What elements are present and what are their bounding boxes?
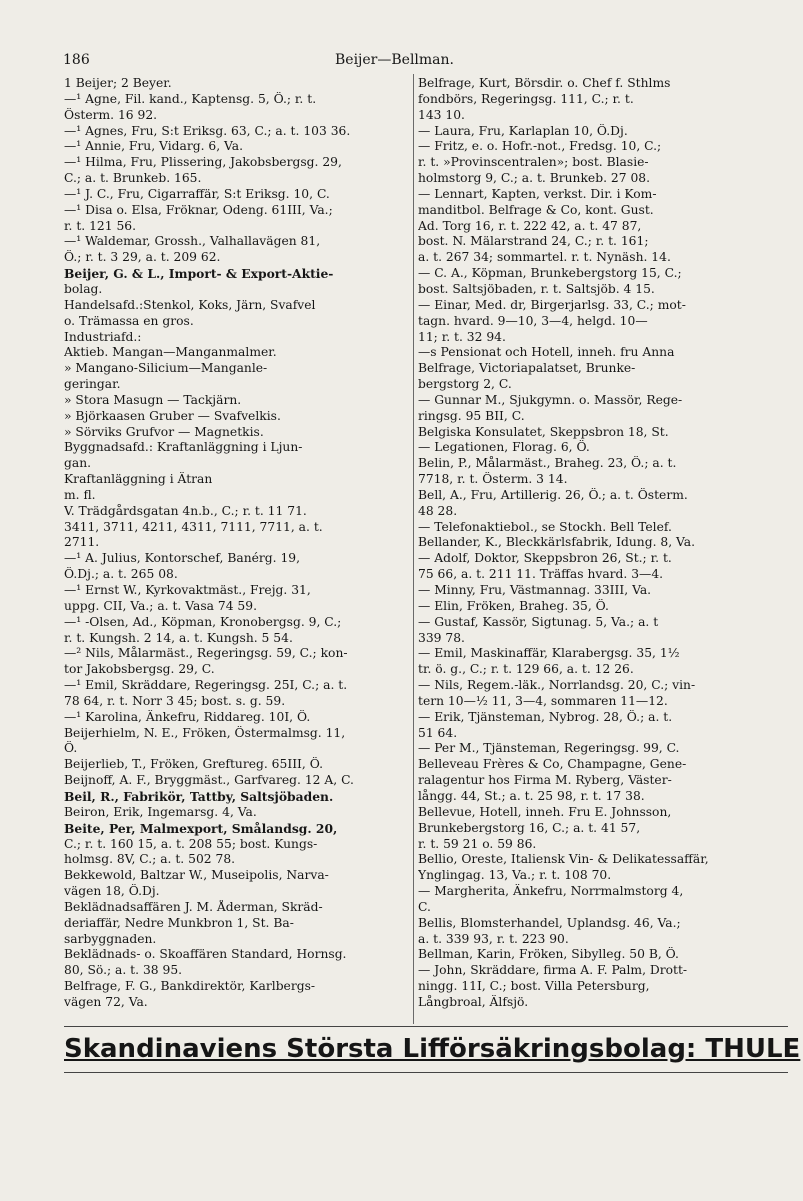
entry-line: — C. A., Köpman, Brunkebergstorg 15, C.; (418, 266, 682, 281)
entry-line: Handelsafd.:Stenkol, Koks, Järn, Svafvel (64, 297, 316, 312)
entry-line: —¹ Ernst W., Kyrkovaktmäst., Frejg. 31, (64, 583, 311, 597)
entry-line: — Fritz, e. o. Hofr.-not., Fredsg. 10, C.; (418, 139, 662, 154)
entry-line: —¹ J. C., Fru, Cigarraffär, S:t Eriksg. 10, C. (64, 186, 330, 201)
entry-line: Ynglingag. 13, Va.; r. t. 108 70. (418, 868, 612, 883)
entry-line: geringar. (64, 377, 121, 392)
footer-rule-bottom (64, 1072, 788, 1073)
entry-line: » Mangano-Silicium—Manganle- (64, 361, 268, 376)
entry-line: — Nils, Regem.-läk., Norrlandsg. 20, C.; vin- (418, 678, 696, 693)
entry-line: tr. ö. g., C.; r. t. 129 66, a. t. 12 26. (418, 662, 634, 677)
entry-line: Aktieb. Mangan—Manganmalmer. (64, 345, 277, 360)
entry-line: ralagentur hos Firma M. Ryberg, Väster- (418, 773, 672, 788)
entry-line: » Stora Masugn — Tackjärn. (64, 392, 242, 407)
running-head: Beijer—Bellman. (335, 52, 454, 68)
entry-line: —¹ Emil, Skräddare, Regeringsg. 25I, C.; a. t. (64, 678, 348, 693)
entry-line: Brunkebergstorg 16, C.; a. t. 41 57, (418, 820, 641, 835)
entry-line: sarbyggnaden. (64, 931, 157, 946)
entry-line: m. fl. (64, 487, 96, 502)
entry-line: uppg. CII, Va.; a. t. Vasa 74 59. (64, 598, 257, 613)
entry-line: r. t. 121 56. (64, 218, 137, 233)
entry-line: bost. Saltsjöbaden, r. t. Saltsjöb. 4 15. (418, 281, 655, 296)
entry-line: gan. (64, 456, 92, 471)
entry-line: — Lennart, Kapten, verkst. Dir. i Kom- (418, 186, 657, 201)
entry-line: bost. N. Mälarstrand 24, C.; r. t. 161; (418, 234, 649, 249)
entry-line: — Erik, Tjänsteman, Nybrog. 28, Ö.; a. t. (418, 709, 673, 724)
entry-line: — Elin, Fröken, Braheg. 35, Ö. (418, 598, 609, 613)
entry-line: » Sörviks Grufvor — Magnetkis. (64, 424, 264, 439)
entry-line: C.; r. t. 160 15, a. t. 208 55; bost. Kungs- (64, 836, 318, 851)
entry-line: 51 64. (418, 725, 458, 740)
entry-line: långg. 44, St.; a. t. 25 98, r. t. 17 38. (418, 788, 645, 803)
entry-line: tern 10—½ 11, 3—4, sommaren 11—12. (418, 693, 668, 708)
entry-line: vägen 72, Va. (64, 994, 148, 1009)
entry-line: Belfrage, Kurt, Börsdir. o. Chef f. Sthlms (418, 76, 671, 90)
entry-line: Beijerhielm, N. E., Fröken, Östermalmsg. 11, (64, 725, 346, 740)
entry-line: 75 66, a. t. 211 11. Träffas hvard. 3—4. (418, 567, 664, 582)
entry-line: Beklädnads- o. Skoaffären Standard, Hornsg. (64, 947, 347, 962)
entry-line: Ad. Torg 16, r. t. 222 42, a. t. 47 87, (418, 218, 642, 233)
entry-line: —s Pensionat och Hotell, inneh. fru Anna (418, 345, 675, 360)
entry-line: tagn. hvard. 9—10, 3—4, helgd. 10— (418, 313, 648, 328)
entry-line: holmstorg 9, C.; a. t. Brunkeb. 27 08. (418, 171, 650, 186)
entry-line: V. Trädgårdsgatan 4n.b., C.; r. t. 11 71. (64, 503, 307, 518)
entry-line: Belfrage, Victoriapalatset, Brunke- (418, 361, 636, 376)
entry-line: 48 28. (418, 503, 458, 518)
entry-line: — Emil, Maskinaffär, Klarabergsg. 35, 1½ (418, 646, 680, 661)
entry-line: o. Trämassa en gros. (64, 313, 194, 328)
entry-line: holmsg. 8V, C.; a. t. 502 78. (64, 852, 236, 867)
entry-line: C. (418, 899, 431, 914)
entry-line: vägen 18, Ö.Dj. (64, 884, 160, 899)
entry-line: Beijer, G. & L., Import- & Export-Aktie- (64, 266, 334, 282)
entry-line: Belleveau Frères & Co, Champagne, Gene- (418, 757, 687, 772)
footer-advertisement: Skandinaviens Största Lifförsäkringsbolag: THULE (64, 1034, 801, 1064)
entry-line: Bell, A., Fru, Artillerig. 26, Ö.; a. t. Österm. (418, 487, 688, 502)
entry-line: — Minny, Fru, Västmannag. 33III, Va. (418, 583, 652, 597)
entry-line: 1 Beijer; 2 Beyer. (64, 76, 172, 90)
entry-line: 80, Sö.; a. t. 38 95. (64, 963, 183, 978)
entry-line: Beijerlieb, T., Fröken, Greftureg. 65III, Ö. (64, 757, 323, 772)
entry-line: Byggnadsafd.: Kraftanläggning i Ljun- (64, 440, 303, 455)
entry-line: bolag. (64, 281, 103, 296)
entry-line: Bellis, Blomsterhandel, Uplandsg. 46, Va.; (418, 915, 681, 930)
entry-line: Bellevue, Hotell, inneh. Fru E. Johnsson, (418, 804, 672, 819)
entry-line: Bellio, Oreste, Italiensk Vin- & Delikatessaffär, (418, 852, 709, 867)
entry-line: —¹ -Olsen, Ad., Köpman, Kronobergsg. 9, C.; (64, 614, 342, 629)
entry-line: Beiron, Erik, Ingemarsg. 4, Va. (64, 804, 257, 819)
entry-line: —¹ Hilma, Fru, Plissering, Jakobsbergsg. 29, (64, 155, 342, 170)
entry-line: Industriafd.: (64, 329, 142, 344)
entry-line: —¹ Agnes, Fru, S:t Eriksg. 63, C.; a. t. 103 36. (64, 123, 351, 138)
entry-line: a. t. 267 34; sommartel. r. t. Nynäsh. 14. (418, 250, 671, 265)
entry-line: ningg. 11I, C.; bost. Villa Petersburg, (418, 979, 650, 994)
entry-line: — Gunnar M., Sjukgymn. o. Massör, Rege- (418, 392, 683, 407)
entry-line: Belgiska Konsulatet, Skeppsbron 18, St. (418, 424, 669, 439)
entry-line: r. t. »Provinscentralen»; bost. Blasie- (418, 155, 649, 170)
entry-line: Bekkewold, Baltzar W., Museipolis, Narva- (64, 868, 329, 883)
entry-line: C.; a. t. Brunkeb. 165. (64, 171, 202, 186)
entry-line: Beite, Per, Malmexport, Smålandsg. 20, (64, 820, 338, 836)
entry-line: 339 78. (418, 630, 465, 645)
entry-line: tor Jakobsbergsg. 29, C. (64, 662, 215, 677)
entry-line: — Legationen, Florag. 6, Ö. (418, 440, 590, 455)
entry-line: a. t. 339 93, r. t. 223 90. (418, 931, 569, 946)
entry-line: —¹ Karolina, Änkefru, Riddareg. 10I, Ö. (64, 709, 311, 724)
column-divider (413, 74, 414, 1024)
entry-line: — Laura, Fru, Karlaplan 10, Ö.Dj. (418, 123, 628, 138)
entry-line: Ö. (64, 741, 78, 756)
entry-line: — Telefonaktiebol., se Stockh. Bell Telef. (418, 519, 672, 534)
entry-line: — John, Skräddare, firma A. F. Palm, Drott- (418, 963, 688, 978)
entry-line: Belfrage, F. G., Bankdirektör, Karlbergs- (64, 979, 316, 994)
entry-line: —¹ Agne, Fil. kand., Kaptensg. 5, Ö.; r. t. (64, 91, 317, 106)
entry-line: Ö.Dj.; a. t. 265 08. (64, 567, 178, 582)
entry-line: 3411, 3711, 4211, 4311, 7111, 7711, a. t. (64, 519, 323, 534)
footer-rule-top (64, 1026, 788, 1027)
entry-line: r. t. Kungsh. 2 14, a. t. Kungsh. 5 54. (64, 630, 293, 645)
entry-line: —¹ Waldemar, Grossh., Valhallavägen 81, (64, 234, 321, 249)
entry-line: — Einar, Med. dr, Birgerjarlsg. 33, C.; mot- (418, 297, 686, 312)
left-column (64, 76, 410, 1011)
page-number: 186 (63, 52, 90, 68)
entry-line: Beijnoff, A. F., Bryggmäst., Garfvareg. 12 A, C. (64, 773, 354, 788)
entry-line: Långbroal, Älfsjö. (418, 994, 529, 1009)
entry-line: deriaffär, Nedre Munkbron 1, St. Ba- (64, 915, 294, 930)
entry-line: Beil, R., Fabrikör, Tattby, Saltsjöbaden. (64, 788, 334, 804)
entry-line: ringsg. 95 BII, C. (418, 408, 525, 423)
entry-line: Belin, P., Målarmäst., Braheg. 23, Ö.; a. t. (418, 456, 677, 471)
entry-line: 2711. (64, 535, 100, 550)
entry-line: — Margherita, Änkefru, Norrmalmstorg 4, (418, 884, 684, 899)
entry-line: 7718, r. t. Österm. 3 14. (418, 472, 568, 487)
entry-line: —¹ Annie, Fru, Vidarg. 6, Va. (64, 139, 244, 154)
entry-line: Ö.; r. t. 3 29, a. t. 209 62. (64, 250, 221, 265)
entry-line: — Adolf, Doktor, Skeppsbron 26, St.; r. t. (418, 551, 672, 566)
entry-line: —¹ Disa o. Elsa, Fröknar, Odeng. 61III, Va.; (64, 202, 333, 217)
entry-line: 143 10. (418, 107, 465, 122)
entry-line: » Björkaasen Gruber — Svafvelkis. (64, 408, 281, 423)
entry-line: Beklädnadsaffären J. M. Åderman, Skräd- (64, 899, 323, 914)
entry-line: Österm. 16 92. (64, 107, 158, 122)
entry-line: Kraftanläggning i Ätran (64, 472, 213, 487)
entry-line: — Gustaf, Kassör, Sigtunag. 5, Va.; a. t (418, 614, 659, 629)
right-column (418, 76, 780, 1011)
entry-line: manditbol. Belfrage & Co, kont. Gust. (418, 202, 654, 217)
entry-line: 78 64, r. t. Norr 3 45; bost. s. g. 59. (64, 693, 286, 708)
entry-line: fondbörs, Regeringsg. 111, C.; r. t. (418, 91, 634, 106)
entry-line: — Per M., Tjänsteman, Regeringsg. 99, C. (418, 741, 680, 756)
entry-line: bergstorg 2, C. (418, 377, 512, 392)
entry-line: Bellander, K., Bleckkärlsfabrik, Idung. 8, Va. (418, 535, 696, 550)
entry-line: r. t. 59 21 o. 59 86. (418, 836, 537, 851)
entry-line: —² Nils, Målarmäst., Regeringsg. 59, C.; kon- (64, 646, 348, 661)
entry-line: —¹ A. Julius, Kontorschef, Banérg. 19, (64, 551, 301, 566)
entry-line: 11; r. t. 32 94. (418, 329, 506, 344)
entry-line: Bellman, Karin, Fröken, Sibylleg. 50 B, Ö. (418, 947, 679, 962)
